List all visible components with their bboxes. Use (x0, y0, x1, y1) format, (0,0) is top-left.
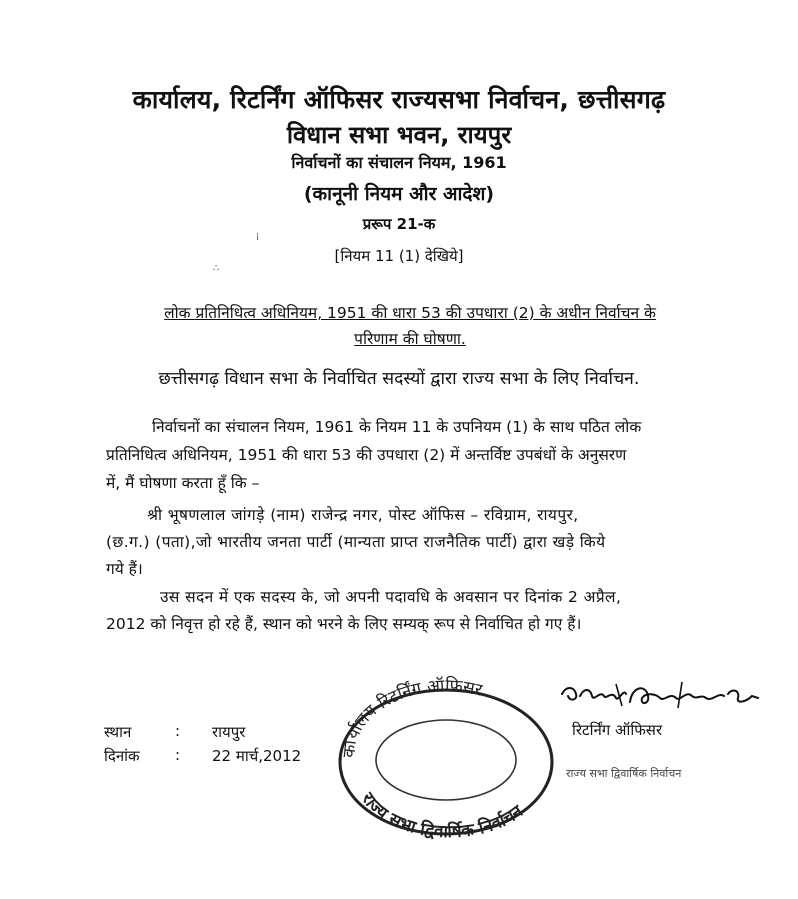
date-value: 22 मार्च,2012 (212, 747, 302, 765)
body-line: प्रतिनिधित्व अधिनियम, 1951 की धारा 53 की उपधारा (2) में अन्तर्विष्ट उपबंधों के अनुसरण (106, 446, 627, 464)
law-title: (कानूनी नियम और आदेश) (303, 183, 495, 205)
rules-title: निर्वाचनों का संचालन नियम, 1961 (291, 153, 507, 172)
date-colon: : (175, 746, 181, 764)
subject-line-1: लोक प्रतिनिधित्व अधिनियम, 1951 की धारा 53 की उपधारा (2) के अधीन निर्वाचन के (164, 304, 656, 322)
office-stamp (328, 672, 558, 842)
place-colon: : (175, 722, 181, 740)
body-line: उस सदन में एक सदस्य के, जो अपनी पदावधि के अवसान पर दिनांक 2 अप्रैल, (160, 588, 622, 606)
office-title: कार्यालय, रिटर्निंग ऑफिसर राज्यसभा निर्वाचन, छत्तीसगढ़ (132, 85, 666, 114)
stamp-top-text: कार्यालय रिटर्निंग ऑफिसर (339, 675, 485, 759)
officer-subtitle: राज्य सभा द्विवार्षिक निर्वाचन (566, 767, 682, 780)
stamp-bottom-text: राज्य सभा द्विवार्षिक निर्वाचन (357, 789, 527, 842)
form-number: प्ररूप 21-क (362, 215, 436, 233)
place-label: स्थान (104, 723, 132, 741)
scan-speck: ⁞ (256, 232, 260, 243)
officer-title: रिटर्निंग ऑफिसर (572, 721, 663, 739)
subject (90, 300, 730, 352)
body-line: में, मैं घोषणा करता हूँ कि – (106, 474, 260, 492)
body-line: श्री भूषणलाल जांगड़े (नाम) राजेन्द्र नगर, पोस्ट ऑफिस – रविग्राम, रायपुर, (147, 506, 579, 524)
body-line: (छ.ग.) (पता),जो भारतीय जनता पार्टी (मान्यता प्राप्त राजनैतिक पार्टी) द्वारा खड़े किये (106, 533, 606, 551)
officer-signature (556, 676, 766, 716)
date-label: दिनांक (104, 747, 140, 765)
body-line: निर्वाचनों का संचालन नियम, 1961 के नियम 11 के उपनियम (1) के साथ पठित लोक (152, 418, 642, 436)
place-value: रायपुर (212, 723, 246, 741)
election-heading: छत्तीसगढ़ विधान सभा के निर्वाचित सदस्यों द्वारा राज्य सभा के लिए निर्वाचन. (158, 369, 640, 389)
scan-speck: ∴ (213, 263, 220, 274)
building-title: विधान सभा भवन, रायपुर (286, 121, 512, 149)
subject-line-2: परिणाम की घोषणा. (354, 330, 466, 348)
body-line: 2012 को निवृत्त हो रहे हैं, स्थान को भरने के लिए सम्यक् रूप से निर्वाचित हो गए हैं। (106, 615, 582, 633)
body-line: गये हैं। (106, 560, 143, 578)
rule-reference: [नियम 11 (1) देखिये] (334, 247, 464, 265)
